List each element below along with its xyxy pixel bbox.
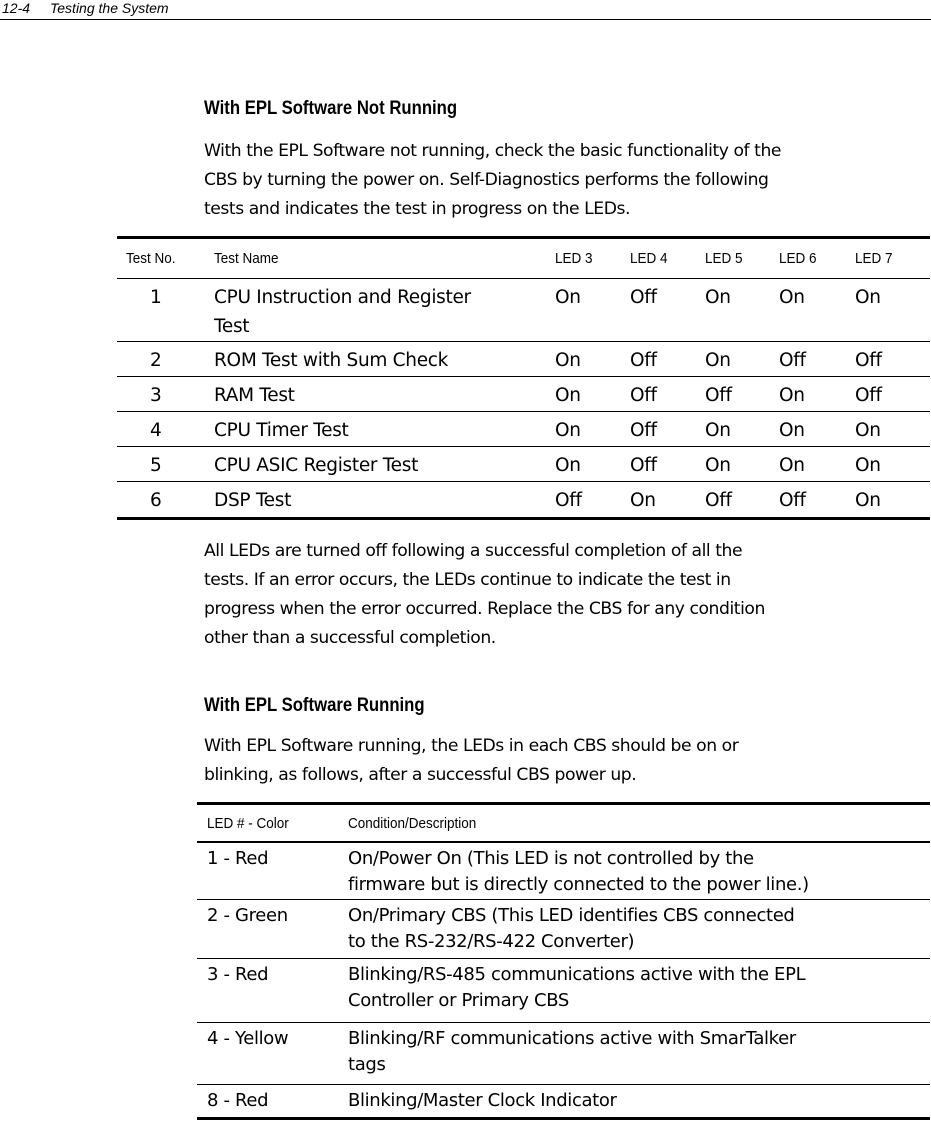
section2-paragraph [204,732,931,790]
led-color: 1 - Red [207,848,269,869]
test-name [214,283,471,341]
paragraph-line: progress when the error occurred. Replace the CBS for any condition [204,599,765,619]
column-header-test-name: Test Name [214,250,279,267]
test-name: CPU ASIC Register Test [214,455,419,476]
paragraph-line: tests and indicates the test in progress on the LEDs. [204,199,631,219]
led-color: 8 - Red [207,1090,269,1111]
led7-state: On [855,490,881,511]
test-name: ROM Test with Sum Check [214,350,449,371]
led4-state: On [630,490,656,511]
led-color: 2 - Green [207,905,288,926]
table-row [117,376,930,411]
led7-state: On [855,287,881,308]
column-header-led5: LED 5 [705,250,743,267]
condition-description [348,962,805,1014]
test-number: 5 [150,455,162,476]
led3-state: On [555,455,581,476]
test-name-line: Test [214,316,250,337]
paragraph-line: CBS by turning the power on. Self-Diagnostics performs the following [204,170,769,190]
led7-state: On [855,455,881,476]
self-diagnostics-table [117,236,930,520]
paragraph-line: other than a successful completion. [204,628,496,648]
section1-paragraph [204,137,931,224]
condition-description [348,846,809,898]
led6-state: Off [779,490,806,511]
description-line: On/Power On (This LED is not controlled by the [348,848,754,869]
led4-state: Off [630,287,657,308]
description-line: Blinking/RS-485 communications active with the EPL [348,964,806,985]
led5-state: On [705,420,731,441]
led5-state: On [705,350,731,371]
paragraph-line: With the EPL Software not running, check the basic functionality of the [204,141,782,161]
led4-state: Off [630,350,657,371]
running-title: Testing the System [50,0,169,16]
description-line: On/Primary CBS (This LED identifies CBS connected [348,905,795,926]
test-name: DSP Test [214,490,292,511]
table-row [197,1084,930,1120]
column-header-test-no: Test No. [126,250,176,267]
led6-state: On [779,420,805,441]
description-line: tags [348,1054,386,1075]
led6-state: On [779,287,805,308]
description-line: firmware but is directly connected to the power line.) [348,874,809,895]
description-line: to the RS-232/RS-422 Converter) [348,931,635,952]
led6-state: On [779,455,805,476]
test-number: 1 [150,287,162,308]
condition-description [348,903,795,955]
table-row [117,411,930,446]
table-row [197,899,930,958]
paragraph-line: All LEDs are turned off following a successful completion of all the [204,541,743,561]
test-number: 4 [150,420,162,441]
led3-state: Off [555,490,582,511]
table-row [197,958,930,1022]
led5-state: Off [705,490,732,511]
column-header-led3: LED 3 [555,250,593,267]
led6-state: On [779,385,805,406]
led-color: 4 - Yellow [207,1028,289,1049]
column-header-led6: LED 6 [779,250,817,267]
table-row [117,341,930,376]
led3-state: On [555,385,581,406]
paragraph-line: blinking, as follows, after a successful CBS power up. [204,765,637,785]
table-row [117,481,930,520]
test-number: 2 [150,350,162,371]
led5-state: On [705,287,731,308]
section-heading-not-running: With EPL Software Not Running [204,98,458,119]
section-heading-running: With EPL Software Running [204,695,425,716]
test-name: CPU Timer Test [214,420,349,441]
paragraph-line: tests. If an error occurs, the LEDs continue to indicate the test in [204,570,731,590]
led7-state: On [855,420,881,441]
led5-state: Off [705,385,732,406]
paragraph-line: With EPL Software running, the LEDs in each CBS should be on or [204,736,739,756]
led3-state: On [555,350,581,371]
column-header-led7: LED 7 [855,250,893,267]
table-row [117,278,930,341]
led-status-table [197,802,930,1120]
table-row [117,446,930,481]
led4-state: Off [630,385,657,406]
led-completion-paragraph [204,537,931,653]
led3-state: On [555,287,581,308]
led7-state: Off [855,385,882,406]
condition-description: Blinking/Master Clock Indicator [348,1090,617,1111]
led5-state: On [705,455,731,476]
led3-state: On [555,420,581,441]
test-number: 3 [150,385,162,406]
description-line: Blinking/RF communications active with SmarTalker [348,1028,796,1049]
led4-state: Off [630,455,657,476]
description-line: Controller or Primary CBS [348,990,569,1011]
test-name: RAM Test [214,385,295,406]
column-header-condition: Condition/Description [348,815,477,832]
test-name-line: CPU Instruction and Register [214,287,471,308]
column-header-led-color: LED # - Color [207,815,289,832]
table-header-row [117,239,930,278]
table-header-row [197,805,930,843]
table-row [197,843,930,899]
table-row [197,1022,930,1084]
led4-state: Off [630,420,657,441]
page-header [0,0,931,20]
led-color: 3 - Red [207,964,269,985]
led6-state: Off [779,350,806,371]
column-header-led4: LED 4 [630,250,668,267]
test-number: 6 [150,490,162,511]
condition-description [348,1026,796,1078]
page-number: 12-4 [2,0,31,16]
led7-state: Off [855,350,882,371]
